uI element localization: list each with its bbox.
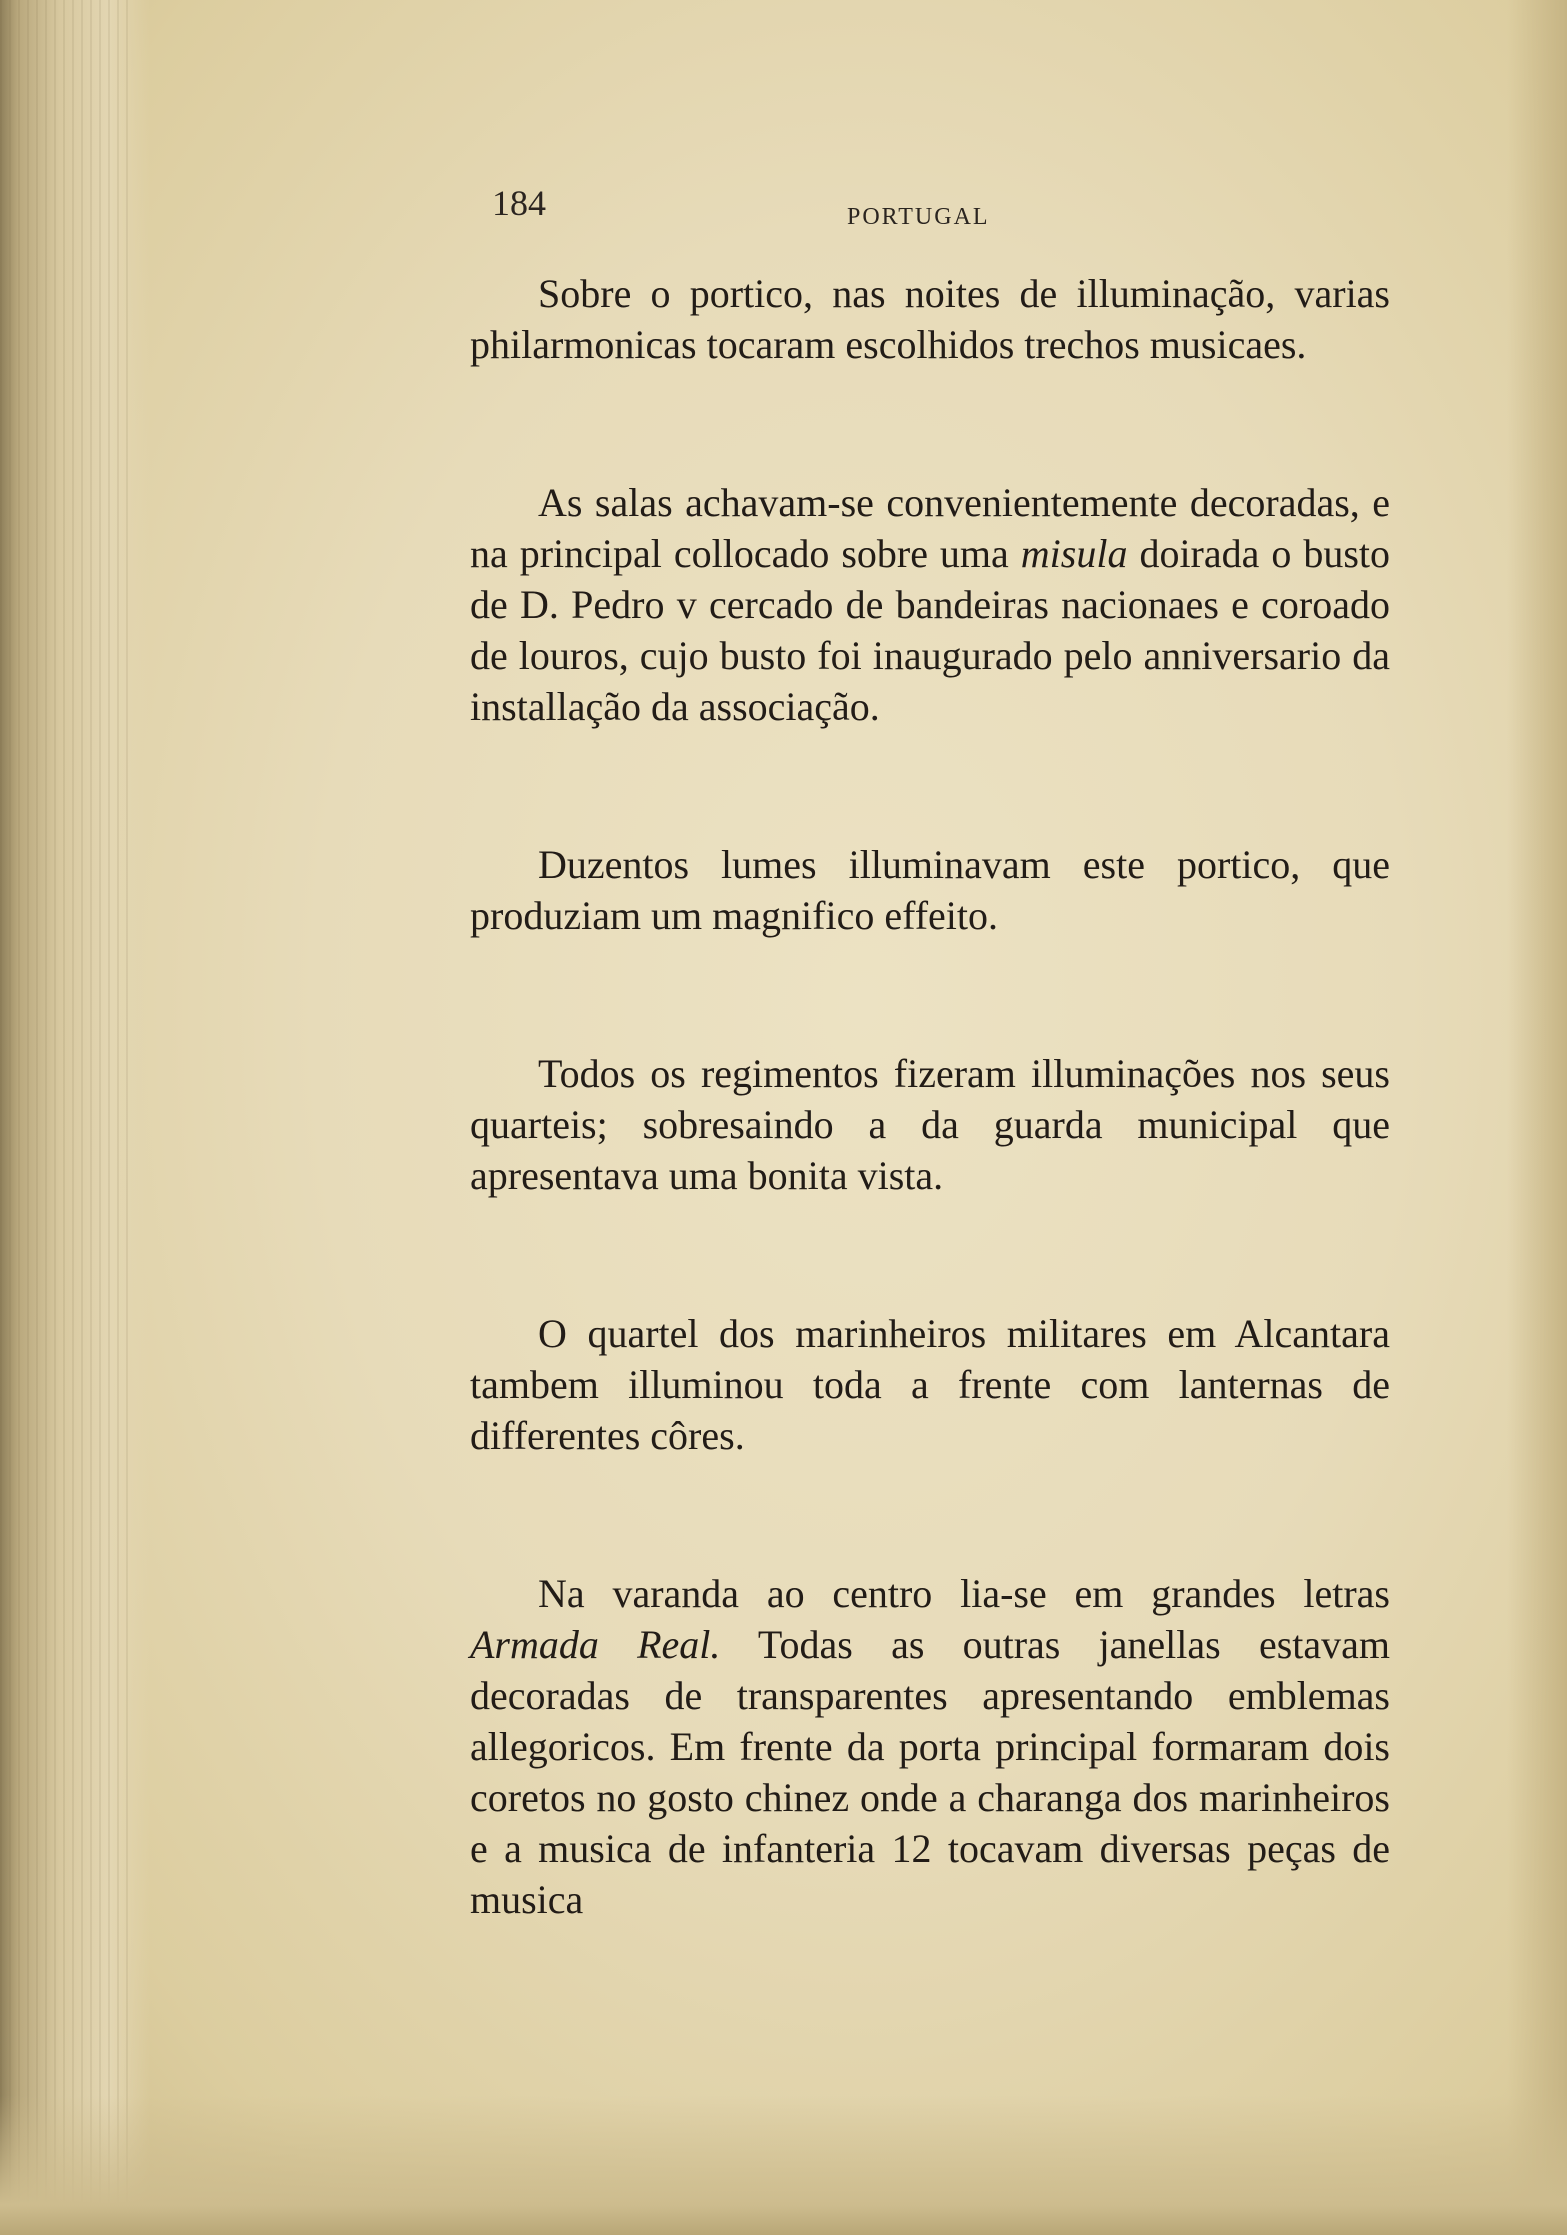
paragraph: As salas achavam-se convenientemente decoradas, e na principal collocado sobre uma misula doirada o busto de D. Pedro v cercado de bandeiras nacionaes e coroado de louros, cujo busto foi inaugurado pelo anniversario da installação da associação. (470, 480, 1391, 729)
italic-term: misula (1020, 531, 1128, 576)
running-title: PORTUGAL (847, 204, 990, 230)
page-number: 184 (492, 183, 546, 223)
page-header (492, 182, 1392, 232)
paragraph: Todos os regimentos fizeram illuminações nos seus quarteis; sobresaindo a da guarda municipal que apresentava uma bonita vista. (470, 1051, 1390, 1198)
right-page-edge (1507, 0, 1567, 2235)
paragraph: Na varanda ao centro lia-se em grandes letras Armada Real. Todas as outras janellas estavam decoradas de transparentes apresentando emblemas allegoricos. Em frente da porta principal formaram dois coretos no gosto chinez onde a charanga dos marinheiros e a musica de infanteria 12 tocavam diversas peças de musica (470, 1571, 1390, 1922)
page-edge-stack (0, 0, 130, 2235)
paragraph: O quartel dos marinheiros militares em Alcantara tambem illuminou toda a frente com lanternas de differentes côres. (470, 1311, 1390, 1458)
italic-term: Armada Real. (470, 1622, 721, 1667)
paragraph: Sobre o portico, nas noites de illuminação, varias philarmonicas tocaram escolhidos trechos musicaes. (470, 271, 1390, 367)
body-text (470, 268, 1390, 1925)
bottom-page-edge (0, 2095, 1567, 2235)
paragraph: Duzentos lumes illuminavam este portico, que produziam um magnifico effeito. (470, 842, 1390, 938)
